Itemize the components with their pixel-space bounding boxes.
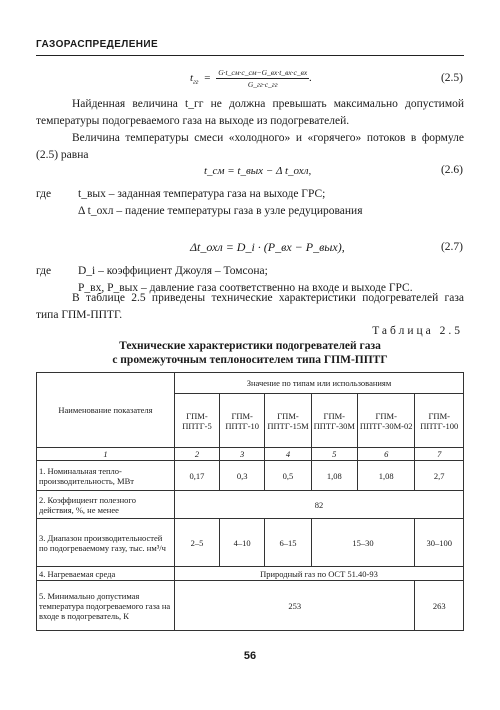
table-row: [37, 567, 464, 581]
equation-2-5: [190, 68, 312, 89]
specs-table: [36, 372, 464, 631]
where-2-line-1: D_i – коэффициент Джоуля – Томсона;: [78, 265, 268, 277]
eq25-numerator: G·t_см·c_см−G_вх·t_вх·c_вх: [218, 68, 308, 77]
row-name: 2. Коэффициент полезного действия, %, не менее: [37, 491, 175, 519]
cell: 1,08: [357, 461, 415, 491]
table-row: [37, 491, 464, 519]
row-name: 1. Номинальная тепло-производительность, МВт: [37, 461, 175, 491]
cell: 0,5: [265, 461, 311, 491]
table-title: [36, 339, 464, 367]
cell: 263: [415, 581, 464, 631]
column-number: 2: [174, 448, 219, 461]
column-number: 5: [311, 448, 357, 461]
column-number: 7: [415, 448, 464, 461]
where-1-line-1: t_вых – заданная температура газа на выходе ГРС;: [78, 188, 326, 200]
cell: 1,08: [311, 461, 357, 491]
equation-2-7-number: (2.7): [440, 241, 463, 253]
paragraph-1: Найденная величина t_гг не должна превышать максимально допустимой температуры подогреваемого газа на выходе из подогревателей.: [36, 98, 464, 127]
column-number: 3: [219, 448, 264, 461]
table-row: [37, 461, 464, 491]
type-header: ГПМ-ППТГ-30М: [311, 394, 357, 448]
equation-2-5-number: (2.5): [440, 72, 463, 84]
eq25-tail: .: [309, 72, 312, 85]
cell: 4–10: [219, 519, 264, 567]
equation-2-7: Δt_охл = D_i · (P_вх − P_вых),: [190, 240, 345, 254]
column-number: 1: [37, 448, 175, 461]
col-name-header: Наименование показателя: [37, 373, 175, 448]
column-number: 6: [357, 448, 415, 461]
paragraph-3: В таблице 2.5 приведены технические характеристики подогревателей газа типа ГПМ-ППТГ.: [36, 292, 464, 321]
running-header: ГАЗОРАСПРЕДЕЛЕНИЕ: [36, 39, 159, 50]
table-row: [37, 519, 464, 567]
eq25-fraction: [216, 68, 309, 89]
cell-merged: 82: [174, 491, 463, 519]
table-caption: Таблица 2.5: [372, 325, 463, 337]
table-title-line-1: Технические характеристики подогревателей газа: [119, 340, 381, 352]
cell: 6–15: [265, 519, 311, 567]
header-rule: [36, 55, 464, 56]
type-header: ГПМ-ППТГ-100: [415, 394, 464, 448]
column-number: 4: [265, 448, 311, 461]
group-header: Значение по типам или использованиям: [174, 373, 463, 394]
row-name: 4. Нагреваемая среда: [37, 567, 175, 581]
cell: 2,7: [415, 461, 464, 491]
equation-2-6: t_см = t_вых − Δ t_охл,: [204, 165, 312, 177]
equation-2-6-number: (2.6): [440, 164, 463, 176]
cell: 30–100: [415, 519, 464, 567]
eq25-equals: =: [204, 72, 211, 85]
where-1-line-2: Δ t_охл – падение температуры газа в узле редуцирования: [78, 205, 363, 217]
cell-merged: 253: [174, 581, 415, 631]
table-title-line-2: с промежуточным теплоносителем типа ГПМ-ППТГ: [112, 354, 388, 366]
eq25-lhs-sub: гг: [193, 78, 199, 87]
row-name: 3. Диапазон производительностей по подогреваемому газу, тыс. нм³/ч: [37, 519, 175, 567]
where-label-2: где: [36, 265, 52, 277]
page-number: 56: [243, 650, 257, 662]
type-header: ГПМ-ППТГ-15М: [265, 394, 311, 448]
where-2-line-2: P_вх, P_вых – давление газа соответственно на входе и выходе ГРС.: [78, 282, 413, 294]
eq25-lhs: t: [190, 72, 194, 85]
type-header: ГПМ-ППТГ-5: [174, 394, 219, 448]
cell: 0,3: [219, 461, 264, 491]
type-header: ГПМ-ППТГ-30М-02: [357, 394, 415, 448]
cell-merged: Природный газ по ОСТ 51.40-93: [174, 567, 463, 581]
cell: 2–5: [174, 519, 219, 567]
eq25-denominator: G_гг·c_гг: [247, 80, 278, 89]
table-row: [37, 581, 464, 631]
paragraph-2: Величина температуры смеси «холодного» и «горячего» потоков в формуле (2.5) равна: [36, 132, 464, 161]
cell: 0,17: [174, 461, 219, 491]
cell-merged: 15–30: [311, 519, 415, 567]
type-header: ГПМ-ППТГ-10: [219, 394, 264, 448]
row-name: 5. Минимально допустимая температура подогреваемого газа на входе в подогреватель, К: [37, 581, 175, 631]
where-label-1: где: [36, 188, 52, 200]
